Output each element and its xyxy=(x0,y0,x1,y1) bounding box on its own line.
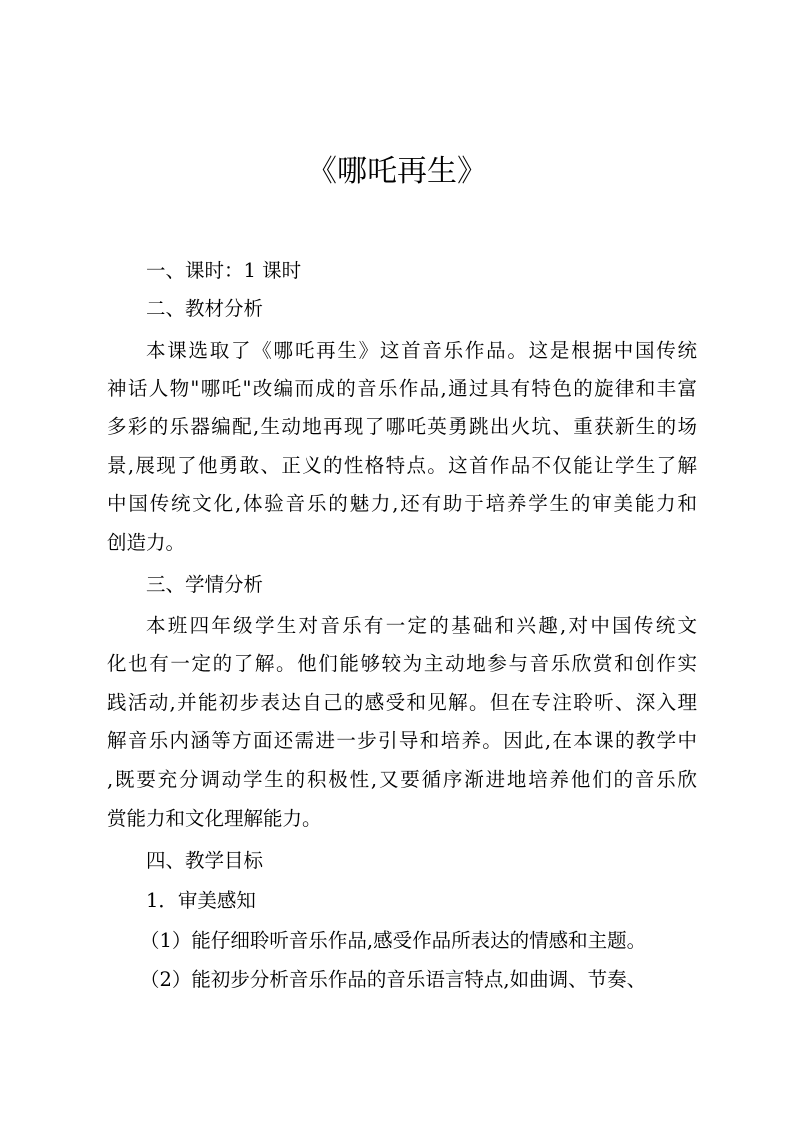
paragraph-line: 本班四年级学生对音乐有一定的基础和兴趣,对中国传统文 xyxy=(146,614,697,637)
lesson-hours: 一、课时：1 课时 xyxy=(146,259,302,282)
paragraph-line: 中国传统文化,体验音乐的魅力,还有助于培养学生的审美能力和 xyxy=(107,492,697,515)
section-heading-materials: 二、教材分析 xyxy=(146,297,264,320)
section-heading-students: 三、学情分析 xyxy=(146,573,264,596)
paragraph-line: 神话人物"哪吒"改编而成的音乐作品,通过具有特色的旋律和丰富 xyxy=(107,377,697,400)
paragraph-line: 多彩的乐器编配,生动地再现了哪吒英勇跳出火坑、重获新生的场 xyxy=(107,415,697,438)
paragraph-line: 本课选取了《哪吒再生》这首音乐作品。这是根据中国传统 xyxy=(146,339,697,362)
objective-subitem: （1）能仔细聆听音乐作品,感受作品所表达的情感和主题。 xyxy=(140,929,647,952)
objective-subitem: （2）能初步分析音乐作品的音乐语言特点,如曲调、节奏、 xyxy=(140,968,647,991)
paragraph-line: 创造力。 xyxy=(107,531,186,554)
objective-item: 1．审美感知 xyxy=(146,889,256,912)
paragraph-line: 赏能力和文化理解能力。 xyxy=(107,807,322,830)
paragraph-line: 景,展现了他勇敢、正义的性格特点。这首作品不仅能让学生了解 xyxy=(107,454,697,477)
paragraph-line: 化也有一定的了解。他们能够较为主动地参与音乐欣赏和创作实 xyxy=(107,652,697,675)
paragraph-line: 解音乐内涵等方面还需进一步引导和培养。因此,在本课的教学中 xyxy=(107,729,697,752)
paragraph-line: 践活动,并能初步表达自己的感受和见解。但在专注聆听、深入理 xyxy=(107,691,697,714)
document-title: 《哪吒再生》 xyxy=(307,154,487,189)
paragraph-line: ,既要充分调动学生的积极性,又要循序渐进地培养他们的音乐欣 xyxy=(107,768,697,791)
section-heading-objectives: 四、教学目标 xyxy=(146,849,264,872)
